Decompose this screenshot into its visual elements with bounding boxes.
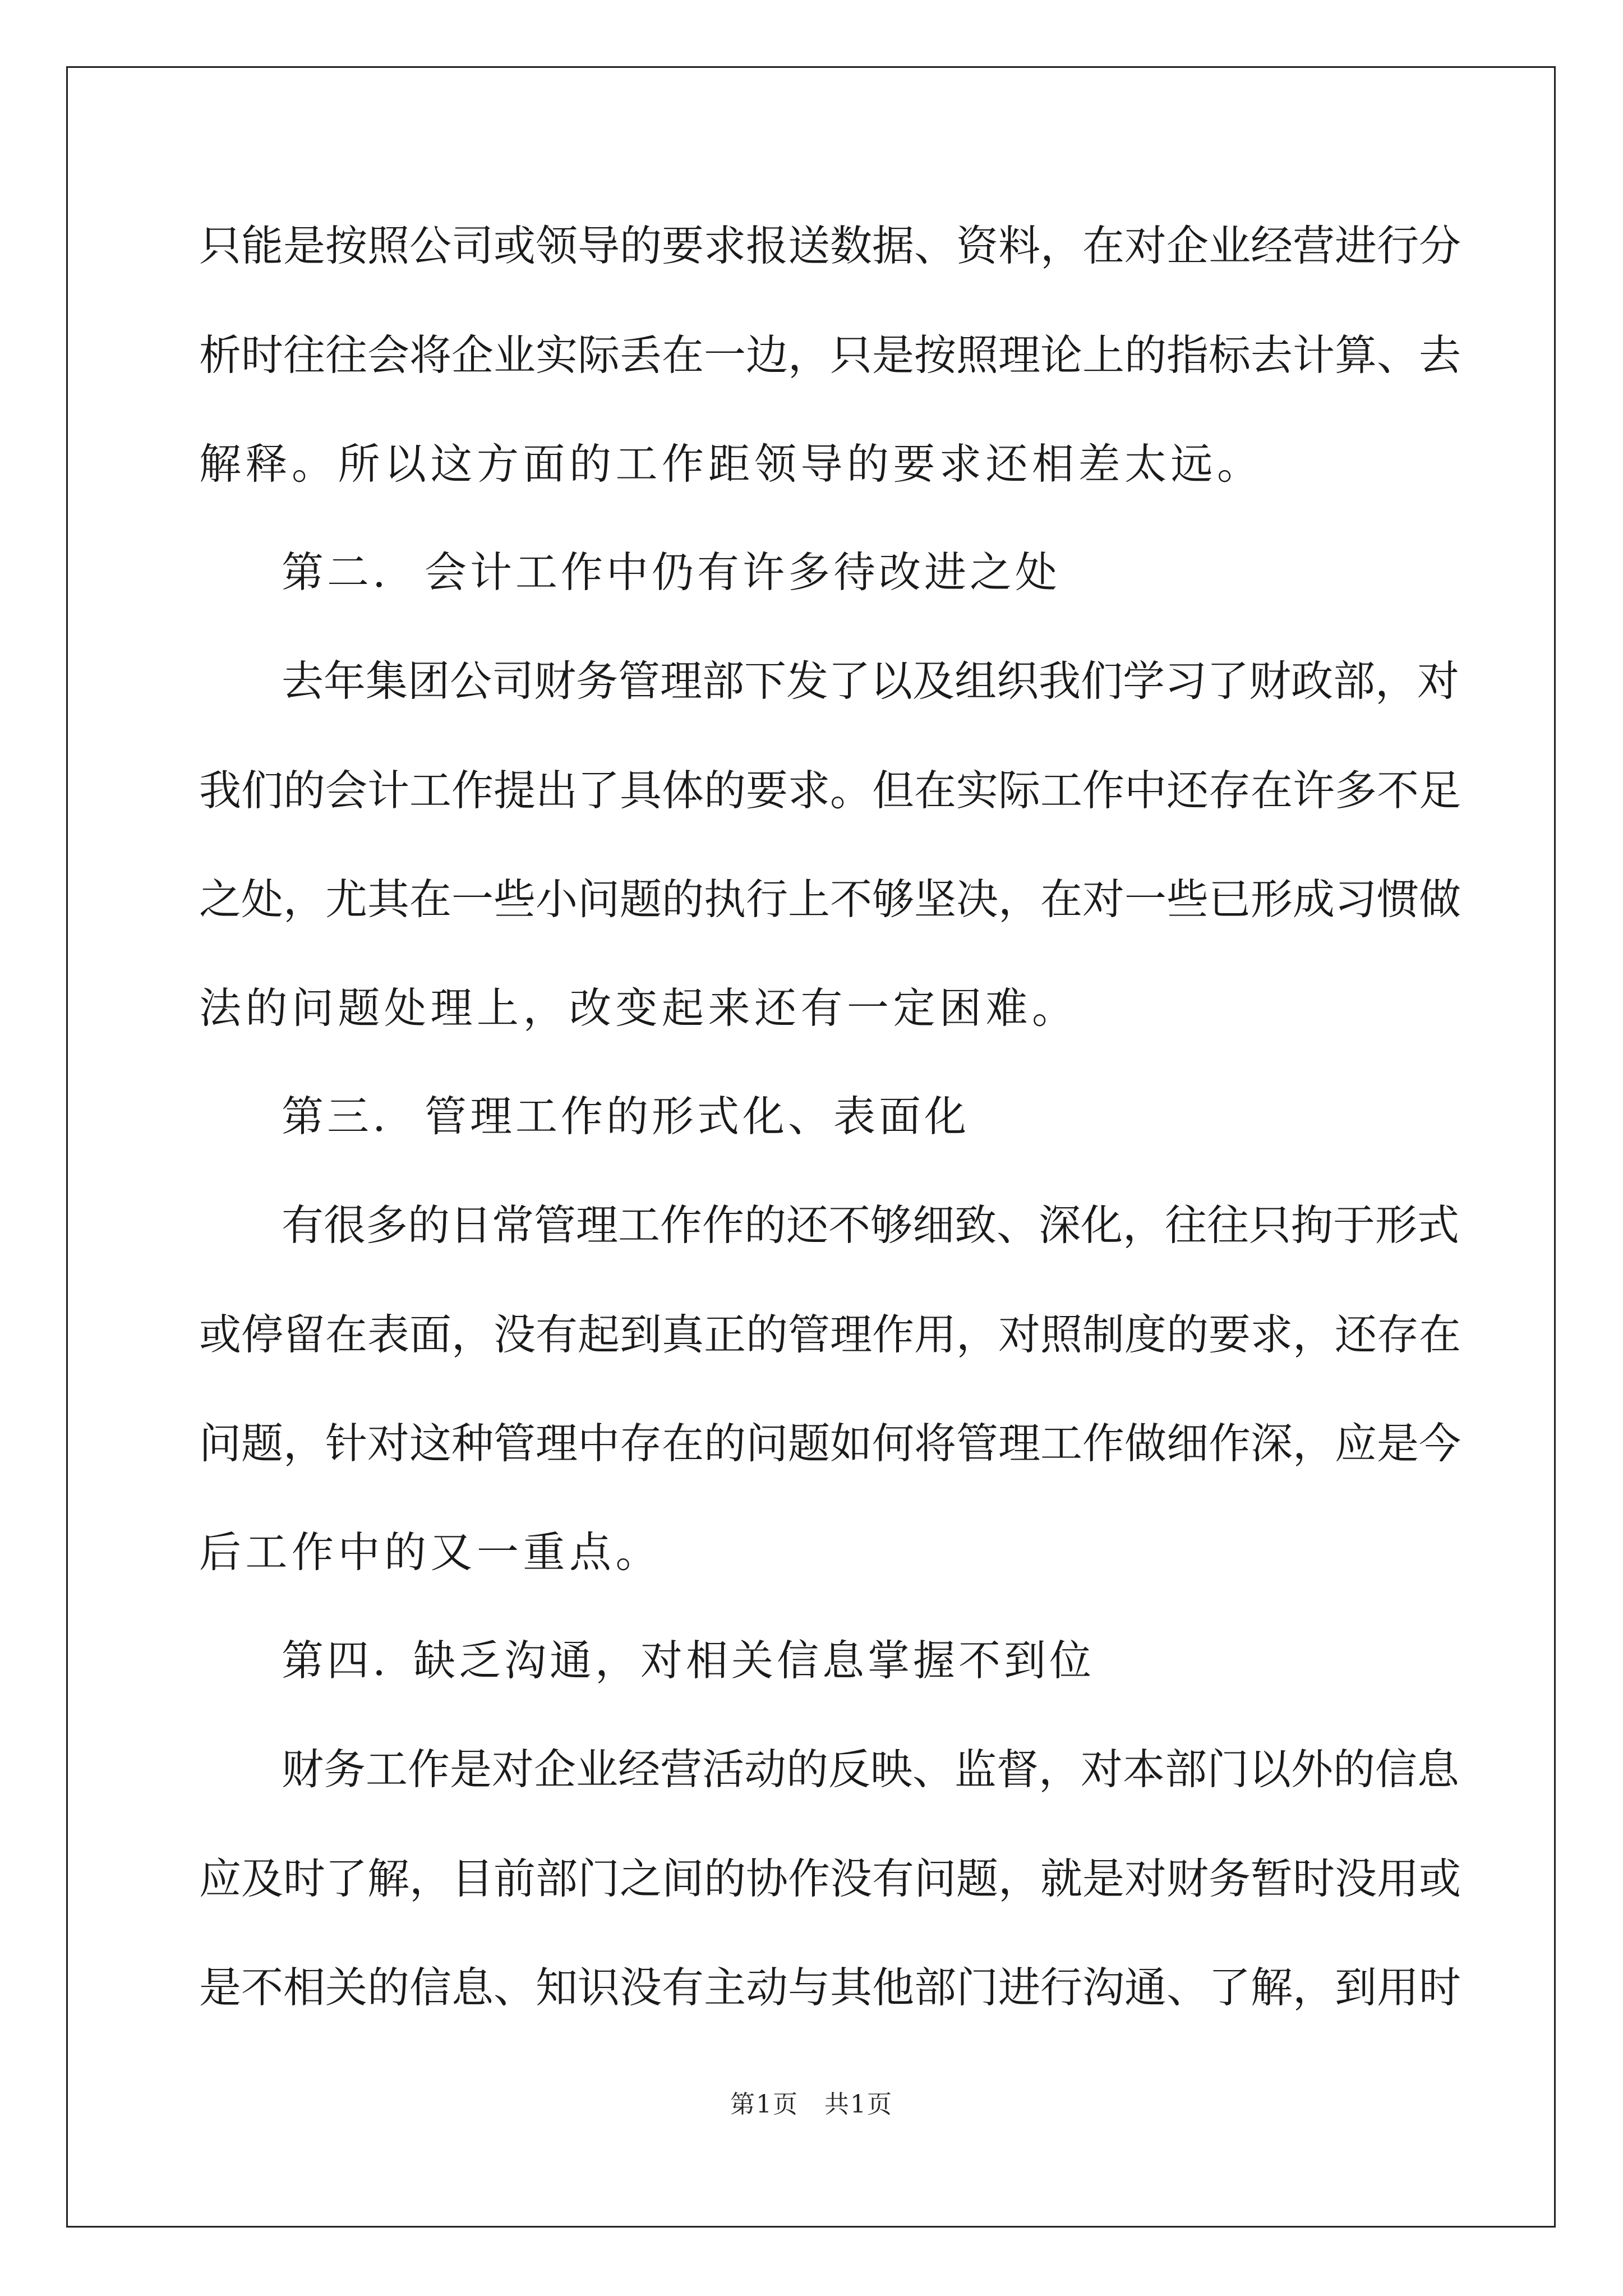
paragraph-line: 我们的会计工作提出了具体的要求。但在实际工作中还存在许多不足 xyxy=(199,766,1461,815)
paragraph-line: 是不相关的信息、知识没有主动与其他部门进行沟通、了解，到用时 xyxy=(199,1963,1461,2012)
paragraph-line: 问题，针对这种管理中存在的问题如何将管理工作做细作深，应是今 xyxy=(199,1419,1461,1468)
paragraph-line: 财务工作是对企业经营活动的反映、监督，对本部门以外的信息 xyxy=(282,1745,1460,1794)
paragraph-line: 只能是按照公司或领导的要求报送数据、资料，在对企业经营进行分 xyxy=(199,221,1461,270)
paragraph-line: 解释。所以这方面的工作距领导的要求还相差太远。 xyxy=(199,439,1264,489)
paragraph-line: 法的问题处理上，改变起来还有一定困难。 xyxy=(199,983,1078,1033)
section-heading xyxy=(282,544,1433,600)
paragraph-line: 析时往往会将企业实际丢在一边，只是按照理论上的指标去计算、去 xyxy=(199,330,1461,380)
section-heading xyxy=(282,1632,1433,1688)
paragraph-line: 有很多的日常管理工作作的还不够细致、深化，往往只拘于形式 xyxy=(282,1200,1460,1250)
paragraph-line: 去年集团公司财务管理部下发了以及组织我们学习了财政部，对 xyxy=(282,656,1460,706)
section-number: 第四. xyxy=(282,1636,389,1685)
section-title: 会计工作中仍有许多待改进之处 xyxy=(425,547,1061,597)
section-number: 第三. xyxy=(282,1092,389,1141)
paragraph-line: 之处，尤其在一些小问题的执行上不够坚决，在对一些已形成习惯做 xyxy=(199,875,1461,924)
paragraph-line: 应及时了解，目前部门之间的协作没有问题，就是对财务暂时没用或 xyxy=(199,1854,1461,1903)
section-title: 管理工作的形式化、表面化 xyxy=(425,1092,970,1141)
section-title: 缺乏沟通，对相关信息掌握不到位 xyxy=(413,1636,1095,1685)
section-heading xyxy=(282,1088,1433,1144)
page-number-footer: 第1页 共1页 xyxy=(730,2090,893,2119)
paragraph-line: 或停留在表面，没有起到真正的管理作用，对照制度的要求，还存在 xyxy=(199,1310,1461,1359)
section-number: 第二. xyxy=(282,547,389,597)
paragraph-line: 后工作中的又一重点。 xyxy=(199,1527,662,1577)
